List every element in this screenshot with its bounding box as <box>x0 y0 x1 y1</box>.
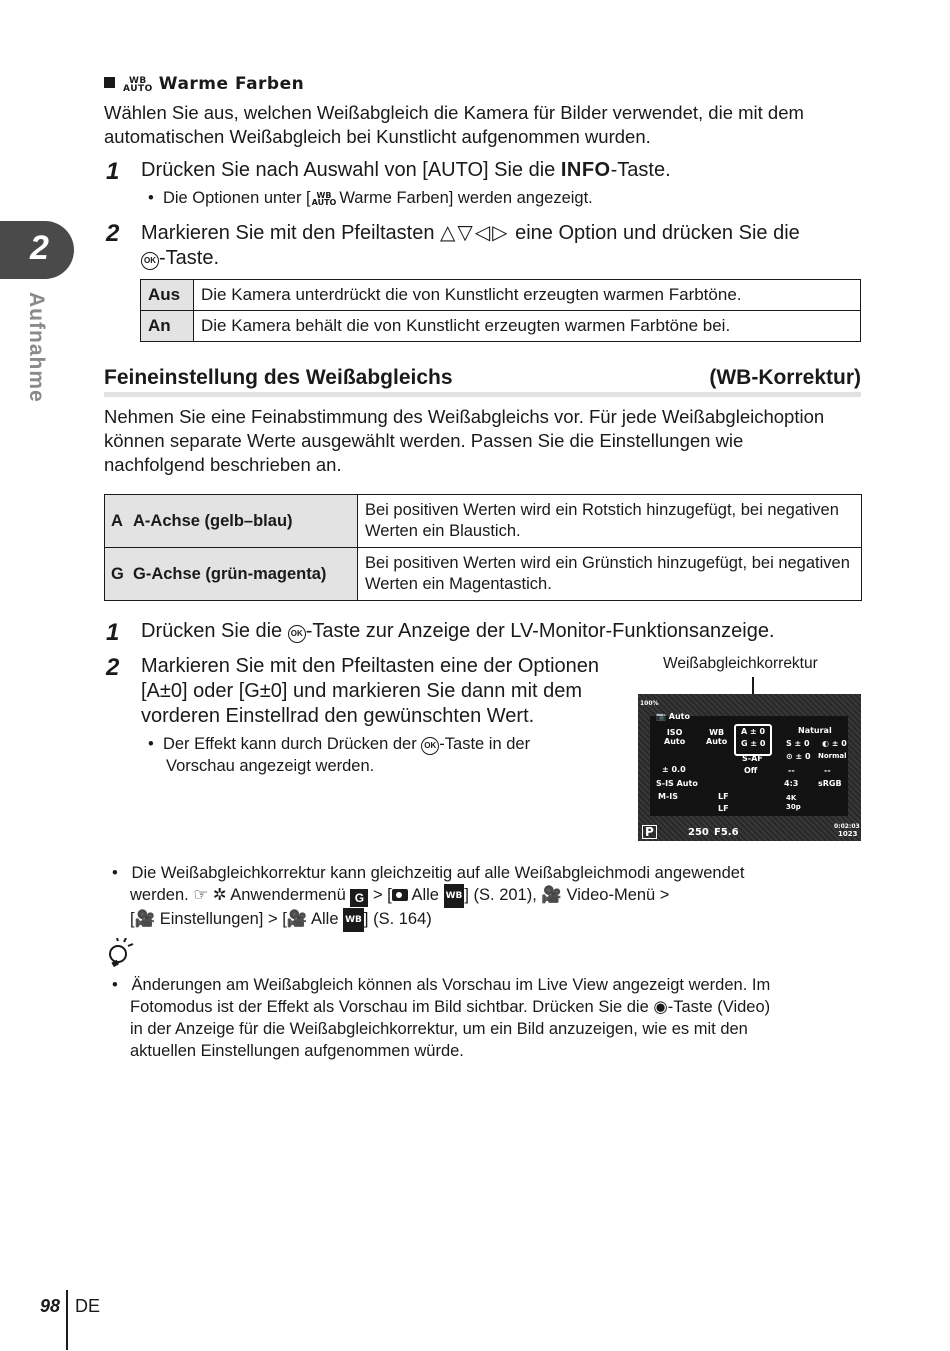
wb-auto-icon: WB AUTO <box>123 76 153 94</box>
monitor-aperture: F5.6 <box>714 827 739 838</box>
warm-step2-text: Markieren Sie mit den Pfeiltasten △▽◁▷ eine Option und drücken Sie die OK -Taste. <box>141 220 800 269</box>
note-bullet: • Die Weißabgleichkorrektur kann gleichzeitig auf alle Weißabgleichmodi angewendet werden. ☞ ✲ Anwendermenü G > [ Alle WB ] (S. 201), 🎥 Video-Menü > [🎥 Einstellungen] > [🎥 Alle WB ] (S. 164) <box>112 862 862 932</box>
page-number: 98 <box>40 1296 61 1316</box>
section-title-left: Feineinstellung des Weißabgleichs <box>104 366 453 389</box>
option-desc: Die Kamera unterdrückt die von Kunstlicht erzeugten warmen Farbtöne. <box>194 280 861 311</box>
ok-button-icon: OK <box>421 737 439 755</box>
section-title-right: (WB-Korrektur) <box>709 366 861 389</box>
monitor-contrast: ◐ ± 0 <box>822 739 847 748</box>
monitor-mis: M-IS <box>658 792 679 801</box>
camera-icon <box>392 889 408 901</box>
section-step2-text: Markieren Sie mit den Pfeiltasten eine der Optionen [A±0] oder [G±0] und markieren Sie dann mit dem vorderen Einstellrad den gewünschten Wert. <box>141 655 600 727</box>
monitor-resolution: 4K <box>786 794 797 802</box>
table-row <box>141 280 861 311</box>
section-step1-text: Drücken Sie die OK -Taste zur Anzeige der LV-Monitor-Funktionsanzeige. <box>141 620 775 642</box>
monitor-shutter: 250 <box>688 827 709 838</box>
arrow-keys-icon: △▽◁▷ <box>440 220 510 244</box>
ok-button-icon: OK <box>288 625 306 643</box>
monitor-quality: LF <box>718 792 729 801</box>
battery-level: 100% <box>640 700 659 707</box>
reference-icon: ☞ <box>193 885 209 904</box>
info-key-label: INFO <box>560 159 611 181</box>
monitor-a-value: A ± 0 <box>741 727 766 736</box>
tip-icon <box>106 938 134 968</box>
step-number: 2 <box>106 654 120 681</box>
monitor-dash: -- <box>824 766 831 775</box>
section-title <box>104 366 861 397</box>
wb-auto-icon: WB AUTO <box>311 191 337 207</box>
table-row <box>105 548 862 601</box>
axis-desc: Bei positiven Werten wird ein Grünstich hinzugefügt, bei negativen Werten ein Magentastich. <box>358 548 862 601</box>
monitor-saturation: ⊙ ± 0 <box>786 752 811 761</box>
monitor-quality: LF <box>718 804 729 813</box>
wb-correction-icon: WB <box>444 884 465 908</box>
lv-monitor-screen <box>638 694 861 841</box>
monitor-color-space: sRGB <box>818 779 842 788</box>
ok-button-icon: OK <box>141 252 159 270</box>
axis-key: A A-Achse (gelb–blau) <box>105 495 358 548</box>
monitor-g-value: G ± 0 <box>741 739 766 748</box>
figure-label: Weißabgleichkorrektur <box>663 655 818 672</box>
tip-bullet: • Änderungen am Weißabgleich können als Vorschau im Live View angezeigt werden. Im Fotomodus ist der Effekt als Vorschau im Bild sichtbar. Drücken Sie die ◉-Taste (Video) in der Anzeige für die Weißabgleichkorrektur, um ein Bild anzuzeigen, wie es mit den aktuellen Einstellungen aufgenommen würde. <box>112 976 771 1060</box>
gear-icon: ✲ <box>212 885 227 904</box>
monitor-picture-mode: Natural <box>798 726 832 735</box>
warm-options-table <box>140 279 861 342</box>
step-number: 1 <box>106 619 120 646</box>
monitor-gradation: Normal <box>818 752 847 760</box>
monitor-iso: ISO Auto <box>664 728 686 746</box>
table-row <box>141 311 861 342</box>
monitor-af-mode: S-AF <box>742 754 763 763</box>
axis-table <box>104 494 862 601</box>
warm-colors-title: Warme Farben <box>158 74 305 94</box>
monitor-time: 0:02:03 <box>834 823 860 830</box>
video-icon: 🎥 <box>541 885 562 904</box>
warm-colors-heading <box>104 74 304 94</box>
monitor-fps: 30p <box>786 803 801 811</box>
monitor-aspect: 4:3 <box>784 779 799 788</box>
menu-g-icon: G <box>350 889 368 907</box>
chapter-tab <box>0 221 74 279</box>
language-code: DE <box>75 1296 101 1316</box>
table-row <box>105 495 862 548</box>
monitor-flash-comp: ± 0.0 <box>662 765 686 774</box>
video-icon: 🎥 <box>286 909 308 928</box>
axis-key: G G-Achse (grün-magenta) <box>105 548 358 601</box>
video-icon: 🎥 <box>134 909 156 928</box>
monitor-p-mode: P <box>642 825 657 839</box>
monitor-off: Off <box>744 766 758 775</box>
step-number: 2 <box>106 220 120 247</box>
step-number: 1 <box>106 158 120 185</box>
axis-desc: Bei positiven Werten wird ein Rotstich hinzugefügt, bei negativen Werten ein Blaustich. <box>358 495 862 548</box>
option-desc: Die Kamera behält die von Kunstlicht erzeugten warmen Farbtöne bei. <box>194 311 861 342</box>
option-key: An <box>141 311 194 342</box>
chapter-number: 2 <box>30 229 49 267</box>
monitor-dash: -- <box>788 766 795 775</box>
chapter-label: Aufnahme <box>25 292 48 403</box>
monitor-sharpness: S ± 0 <box>786 739 810 748</box>
warm-step1-bullet: • Die Optionen unter [ WB AUTO Warme Farben] werden angezeigt. <box>148 189 593 207</box>
wb-correction-icon: WB <box>343 908 364 932</box>
section-intro: Nehmen Sie eine Feinabstimmung des Weißabgleichs vor. Für jede Weißabgleichoption können separate Werte ausgewählt werden. Passen Sie die Einstellungen wie nachfolgend beschrieben an. <box>104 406 825 475</box>
monitor-sis: S-IS Auto <box>656 779 698 788</box>
warm-step1-text: Drücken Sie nach Auswahl von [AUTO] Sie die INFO-Taste. <box>141 159 671 181</box>
footer-divider <box>66 1290 68 1350</box>
option-key: Aus <box>141 280 194 311</box>
monitor-wb: WB Auto <box>706 728 728 746</box>
square-bullet-icon <box>104 77 115 88</box>
warm-intro: Wählen Sie aus, welchen Weißabgleich die Kamera für Bilder verwendet, die mit dem automatischen Weißabgleich bei Kunstlicht aufgenommen wurden. <box>104 102 804 147</box>
monitor-frames: 1023 <box>838 830 858 838</box>
section-step2-bullet: • Der Effekt kann durch Drücken der OK -Taste in der Vorschau angezeigt werden. <box>148 735 531 775</box>
monitor-mode: 📷 Auto <box>656 712 690 721</box>
